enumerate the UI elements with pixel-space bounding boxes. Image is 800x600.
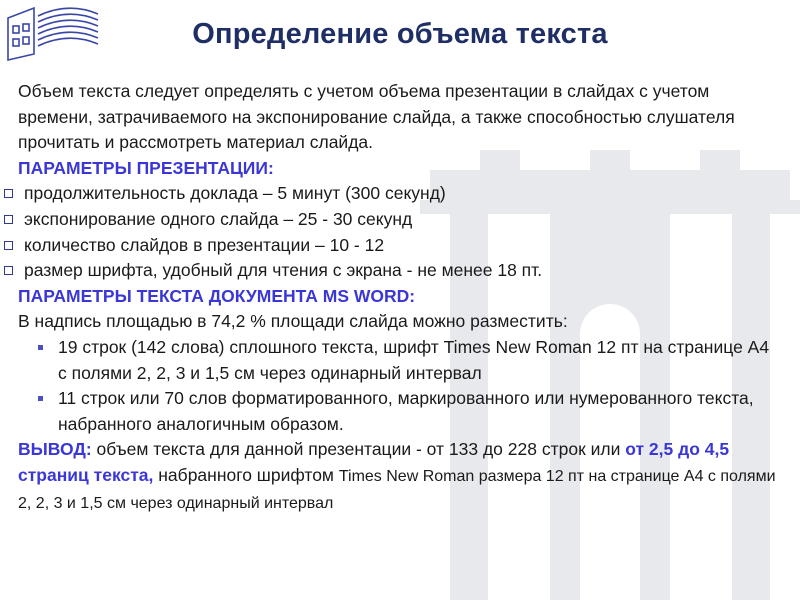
- list-item: экспонирование одного слайда – 25 - 30 секунд: [2, 207, 778, 233]
- page-title: Определение объема текста: [192, 18, 608, 50]
- conclusion-label: ВЫВОД:: [18, 439, 92, 460]
- square-bullet-icon: [38, 396, 43, 401]
- word-params-text: В надпись площадью в 74,2 % площади слайда можно разместить:: [18, 311, 568, 332]
- square-bullet-icon: [38, 345, 43, 350]
- presentation-params-list: [2, 181, 778, 283]
- word-params-heading: ПАРАМЕТРЫ ТЕКСТА ДОКУМЕНТА MS WORD:: [18, 285, 416, 306]
- checkbox-bullet-icon: [4, 215, 13, 224]
- list-item: размер шрифта, удобный для чтения с экрана - не менее 18 пт.: [2, 258, 778, 284]
- conclusion-highlight: от 2,5 до 4,5 страниц текста,: [18, 439, 730, 485]
- list-item: количество слайдов в презентации – 10 - 12: [2, 233, 778, 259]
- conclusion-paragraph: ВЫВОД: объем текста для данной презентации - от 133 до 228 строк или от 2,5 до 4,5 страниц текста, набранного шрифтом Times New Roman размера 12 пт на странице А4 с полями 2, 2, 3 и 1,5 см через одинарный интервал: [18, 439, 776, 512]
- presentation-params-heading: ПАРАМЕТРЫ ПРЕЗЕНТАЦИИ:: [18, 157, 274, 178]
- list-item: 19 строк (142 слова) сплошного текста, шрифт Times New Roman 12 пт на странице А4 с полями 2, 2, 3 и 1,5 см через одинарный интервал: [58, 335, 778, 386]
- checkbox-bullet-icon: [4, 189, 13, 198]
- checkbox-bullet-icon: [4, 241, 13, 250]
- slide-content: [18, 79, 778, 516]
- word-params-list: [18, 335, 778, 437]
- intro-paragraph: Объем текста следует определять с учетом объема презентации в слайдах с учетом времени, затрачиваемого на экспонирование слайда, а также способностью слушателя прочитать и рассмотреть материал слайда.: [18, 81, 735, 153]
- list-item: продолжительность доклада – 5 минут (300 секунд): [2, 181, 778, 207]
- list-item: 11 строк или 70 слов форматированного, маркированного или нумерованного текста, набранного аналогичным образом.: [58, 386, 778, 437]
- checkbox-bullet-icon: [4, 266, 13, 275]
